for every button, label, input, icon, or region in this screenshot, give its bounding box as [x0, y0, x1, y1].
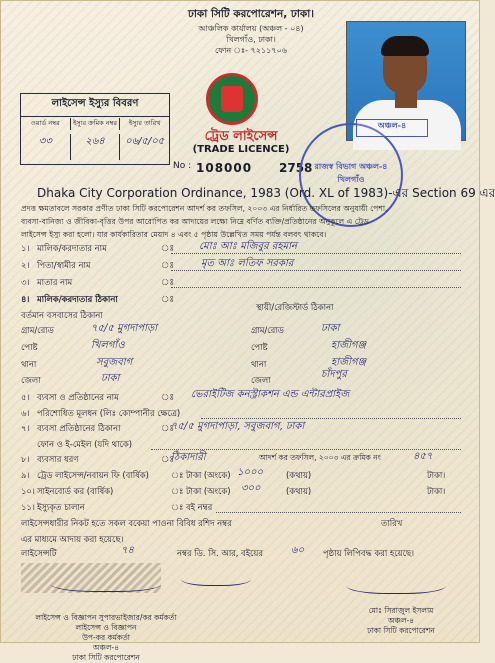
issue-val-ward: ৩৩ — [21, 134, 71, 160]
phone-number: ফোন ঃ- ৭২১১৭০৬ — [215, 46, 287, 55]
paragraph-line-2: ব্যবসা-বানিজ্য ও জীবিকা-বৃত্তির উপর আরোপিত কর আদায়ের লক্ষ্যে নিম্নে বর্ণিত ব্যক্তি/প্রতিষ্ঠানের অনুকূলে এ ট্রেড — [21, 217, 369, 226]
zone-stamp: অঞ্চল-৪ — [356, 119, 428, 137]
office-seal-stamp: রাজস্ব বিভাগ অঞ্চল-৪ খিলগাঁও — [299, 123, 403, 227]
licence-no-label: No : — [173, 161, 192, 171]
register-page-number: ৬০ — [291, 545, 305, 556]
post-permanent-value: হাজীগঞ্জ — [331, 340, 367, 351]
trade-licence-document: ঢাকা সিটি করপোরেশন, ঢাকা। আঞ্চলিক কার্যালয় (অঞ্চল - ০৪) খিলগাঁও, ঢাকা। ফোন ঃ- ৭২১১৭০৬ লাইসেন্স ইস্যুর বিবরণ ওয়ার্ড নম্বর ইস্যুর ক্রমিক নম্বর ইস্যুর তারিখ ৩৩ ২৬৪ ০৬/৫/০৫ ট্রেড লাইসেন্স (TRADE LICENCE) No : 108000 2758 রাজস্ব বিভাগ অঞ্চল-৪ খিলগাঁও অঞ্চল-৪ Dhaka City Corporation Ordinance, 1983 (Ord. XL of 1983)-এর Section 69 এর প্রদত্ত ক্ষমতাবলে সরকার প্রণীত ঢাকা সিটি করপোরেশন আদর্শ কর তফসিল, ২০০৩ এর নির্ধারিত তফসিলের অনুযায়ী পেশা, ব্যবসা-বানিজ্য ও জীবিকা-বৃত্তির উপর আরোপিত কর আদায়ের লক্ষ্যে নিম্নে বর্ণিত ব্যক্তি/প্রতিষ্ঠানের অনুকূলে এ ট্রেড লাইসেন্স ইস্যু করা হলো। যার কার্যকারিতার মেয়াদ ৪ এবং ৫ পৃষ্ঠায় উল্লেখিত সময় পর্যন্ত বলবৎ থাকবে। ১। মালিক/করদাতার নাম ঃ মোঃ আঃ মজিবুর রহমান ২। পিতা/স্বামীর নাম ঃ মৃত আঃ লতিফ সরকার ৩। মাতার নাম ঃ ৪। মালিক/করদাতার ঠিকানা ঃ বর্তমান বসবাসের ঠিকানা স্থায়ী/রেজিস্টার্ড ঠিকানা গ্রাম/রোড ৭৫/৫ মুগদাপাড়া গ্রাম/রোড ঢাকা পোষ্ট খিলগাঁও পোষ্ট হাজীগঞ্জ থানা সবুজবাগ থানা হাজীগঞ্জ জেলা ঢাকা জেলা চাঁদপুর ৫। ব্যবসা ও প্রতিষ্ঠানের নাম ঃ ভেরাইটিজ কনস্ট্রাকশন এন্ড এন্টারপ্রাইজ ৬। পরিশোধিত মূলধন (লিঃ কোম্পানীর ক্ষেত্রে) ৭। ব্যবসা প্রতিষ্ঠানের ঠিকানা ঃ ৭৫/৫ মুগদাপাড়া, সবুজবাগ, ঢাকা ফোন ও ই-মেইল (যদি থাকে) ৮। ব্যবসার ধরণ ঃ ঠিকাদারী আদর্শ কর তফসিল, ২০০৩ এর ক্রমিক নং ৪৫৭ ৯। ট্রেড লাইসেন্স/নবায়ন ফি (বার্ষিক) ঃ টাকা (অংকে) ১০০০ (কথায়) টাকা। ১০। সাইনবোর্ড কর (বার্ষিক) ঃ টাকা (অংকে) ৩০০ (কথায়) টাকা। ১১। ইস্যুকৃত চালান ঃ বই নম্বর লাইসেন্সধারীর নিকট হতে সকল বকেয়া পাওনা বিবিধ রশিদ নম্বর তারিখ এর মাধ্যমে আদায় করা হয়েছে। লাইসেন্সটি ৭৪ নম্বর ডি. সি. আর, বইয়ের ৬০ পৃষ্ঠায় লিপিবদ্ধ করা হয়েছে। লাইসেন্স ও বিজ্ঞাপন সুপারভাইজার/কর কর্মকর্তা লাইসেন্স ও বিজ্ঞাপন উপ-কর কর্মকর্তা অঞ্চল-৪ ঢাকা সিটি করপোরেশন মোঃ সিরাজুল ইসলাম অঞ্চল-৪ ঢাকা সিটি করপোরেশন — [0, 0, 480, 643]
licence-title-en: (TRADE LICENCE) — [192, 144, 290, 155]
collected-line: এর মাধ্যমে আদায় করা হয়েছে। — [21, 534, 124, 544]
village-label-2: গ্রাম/রোড — [251, 325, 284, 335]
field-father-name: ২। পিতা/স্বামীর নাম — [21, 260, 91, 270]
licence-title-bn: ট্রেড লাইসেন্স — [204, 129, 278, 144]
paragraph-line-1: প্রদত্ত ক্ষমতাবলে সরকার প্রণীত ঢাকা সিটি করপোরেশন আদর্শ কর তফসিল, ২০০৩ এর নির্ধারিত তফসিলের অনুযায়ী পেশা, — [21, 204, 388, 213]
licence-fee-taka: টাকা। — [427, 470, 446, 480]
left-signatory: লাইসেন্স ও বিজ্ঞাপন সুপারভাইজার/কর কর্মকর্তা লাইসেন্স ও বিজ্ঞাপন উপ-কর কর্মকর্তা অঞ্চল-৪ ঢাকা সিটি করপোরেশন — [35, 613, 177, 662]
signboard-tax-words-label: (কথায়) — [286, 486, 312, 496]
district-permanent-value: চাঁদপুর — [321, 369, 347, 380]
challan-book-label: ঃ বই নম্বর — [171, 502, 213, 512]
tax-schedule-label: আদর্শ কর তফসিল, ২০০৩ এর ক্রমিক নং — [259, 453, 381, 462]
permanent-address-label: স্থায়ী/রেজিস্টার্ড ঠিকানা — [256, 302, 334, 312]
org-name: ঢাকা সিটি করপোরেশন, ঢাকা। — [187, 8, 315, 20]
right-signatory: মোঃ সিরাজুল ইসলাম অঞ্চল-৪ ঢাকা সিটি করপোরেশন — [367, 606, 435, 635]
field-mother-name: ৩। মাতার নাম — [21, 277, 73, 287]
field-challan: ১১। ইস্যুকৃত চালান — [21, 502, 85, 512]
field-business-type: ৮। ব্যবসার ধরণ — [21, 454, 79, 464]
village-present-value: ৭৫/৫ মুগদাপাড়া — [91, 323, 158, 334]
field-phone-email: ফোন ও ই-মেইল (যদি থাকে) — [37, 439, 133, 449]
licence-number-suffix: 2758 — [279, 161, 313, 175]
arrears-line: লাইসেন্সধারীর নিকট হতে সকল বকেয়া পাওনা বিবিধ রশিদ নম্বর — [21, 518, 232, 528]
district-label: জেলা — [21, 375, 41, 385]
village-label: গ্রাম/রোড — [21, 325, 54, 335]
district-present-value: ঢাকা — [101, 373, 120, 384]
issue-box-title: লাইসেন্স ইস্যুর বিবরণ — [21, 96, 169, 117]
licence-fee-words-label: (কথায়) — [286, 470, 312, 480]
zone-office: আঞ্চলিক কার্যালয় (অঞ্চল - ০৪) — [198, 24, 304, 33]
issue-col-serial: ইস্যুর ক্রমিক নম্বর — [71, 118, 121, 130]
arrears-date-label: তারিখ — [381, 518, 403, 528]
tax-schedule-serial: ৪৫৭ — [413, 451, 433, 462]
thana-label-2: থানা — [251, 359, 267, 369]
field-business-name: ৫। ব্যবসা ও প্রতিষ্ঠানের নাম — [21, 392, 119, 402]
register-line: লাইসেন্সটি — [21, 548, 57, 558]
issue-col-date: ইস্যুর তারিখ — [128, 119, 161, 127]
register-page-label: পৃষ্ঠায় লিপিবদ্ধ করা হয়েছে। — [323, 548, 415, 558]
field-signboard-tax: ১০। সাইনবোর্ড কর (বার্ষিক) — [21, 486, 114, 496]
licence-number: 108000 — [196, 161, 253, 175]
ordinance-line: Dhaka City Corporation Ordinance, 1983 (Ord. XL of 1983)-এর Section 69 এর — [37, 186, 495, 200]
business-address-value: ৭৫/৫ মুগদাপাড়া, সবুজবাগ, ঢাকা — [171, 421, 305, 432]
register-dcr-label: নম্বর ডি. সি. আর, বইয়ের — [177, 548, 263, 558]
district-label-2: জেলা — [251, 375, 271, 385]
signboard-tax-value: ৩০০ — [241, 483, 261, 494]
issue-col-ward: ওয়ার্ড নম্বর — [21, 118, 71, 130]
issue-details-box — [20, 93, 170, 165]
father-name-value: মৃত আঃ লতিফ সরকার — [201, 258, 294, 269]
signature-middle — [181, 569, 251, 586]
post-present-value: খিলগাঁও — [91, 340, 125, 351]
field-licence-fee: ৯। ট্রেড লাইসেন্স/নবায়ন ফি (বার্ষিক) — [21, 470, 149, 480]
signboard-tax-taka: টাকা। — [427, 486, 446, 496]
signature-right — [346, 573, 446, 594]
register-dcr-number: ৭৪ — [121, 545, 134, 556]
present-address-label: বর্তমান বসবাসের ঠিকানা — [21, 310, 103, 320]
business-type-value: ঠিকাদারী — [171, 452, 206, 463]
issue-val-serial: ২৬৪ — [71, 134, 121, 160]
thana-label: থানা — [21, 359, 37, 369]
paragraph-line-3: লাইসেন্স ইস্যু করা হলো। যার কার্যকারিতার মেয়াদ ৪ এবং ৫ পৃষ্ঠায় উল্লেখিত সময় পর্যন্ত বলবৎ থাকবে। — [21, 230, 327, 239]
owner-name-value: মোঃ আঃ মজিবুর রহমান — [199, 241, 297, 252]
issue-val-date: ০৬/৫/০৫ — [125, 136, 165, 147]
village-permanent-value: ঢাকা — [321, 323, 340, 334]
licence-fee-amount-label: ঃ টাকা (অংকে) — [171, 470, 231, 480]
signboard-tax-amount-label: ঃ টাকা (অংকে) — [171, 486, 231, 496]
area-address: খিলগাঁও, ঢাকা। — [226, 35, 276, 44]
dcc-emblem-icon — [206, 73, 258, 125]
thana-permanent-value: হাজীগঞ্জ — [331, 357, 367, 368]
field-paid-capital: ৬। পরিশোধিত মূলধন (লিঃ কোম্পানীর ক্ষেত্রে) — [21, 408, 181, 418]
field-owner-address: ৪। মালিক/করদাতার ঠিকানা — [21, 294, 118, 304]
post-label-2: পোষ্ট — [251, 342, 268, 352]
thana-present-value: সবুজবাগ — [96, 357, 133, 368]
post-label: পোষ্ট — [21, 342, 38, 352]
signature-left — [51, 573, 161, 592]
licence-fee-value: ১০০০ — [237, 467, 263, 478]
field-owner-name: ১। মালিক/করদাতার নাম — [21, 243, 107, 253]
field-business-address: ৭। ব্যবসা প্রতিষ্ঠানের ঠিকানা — [21, 423, 121, 433]
business-name-value: ভেরাইটিজ কনস্ট্রাকশন এন্ড এন্টারপ্রাইজ — [191, 389, 350, 400]
